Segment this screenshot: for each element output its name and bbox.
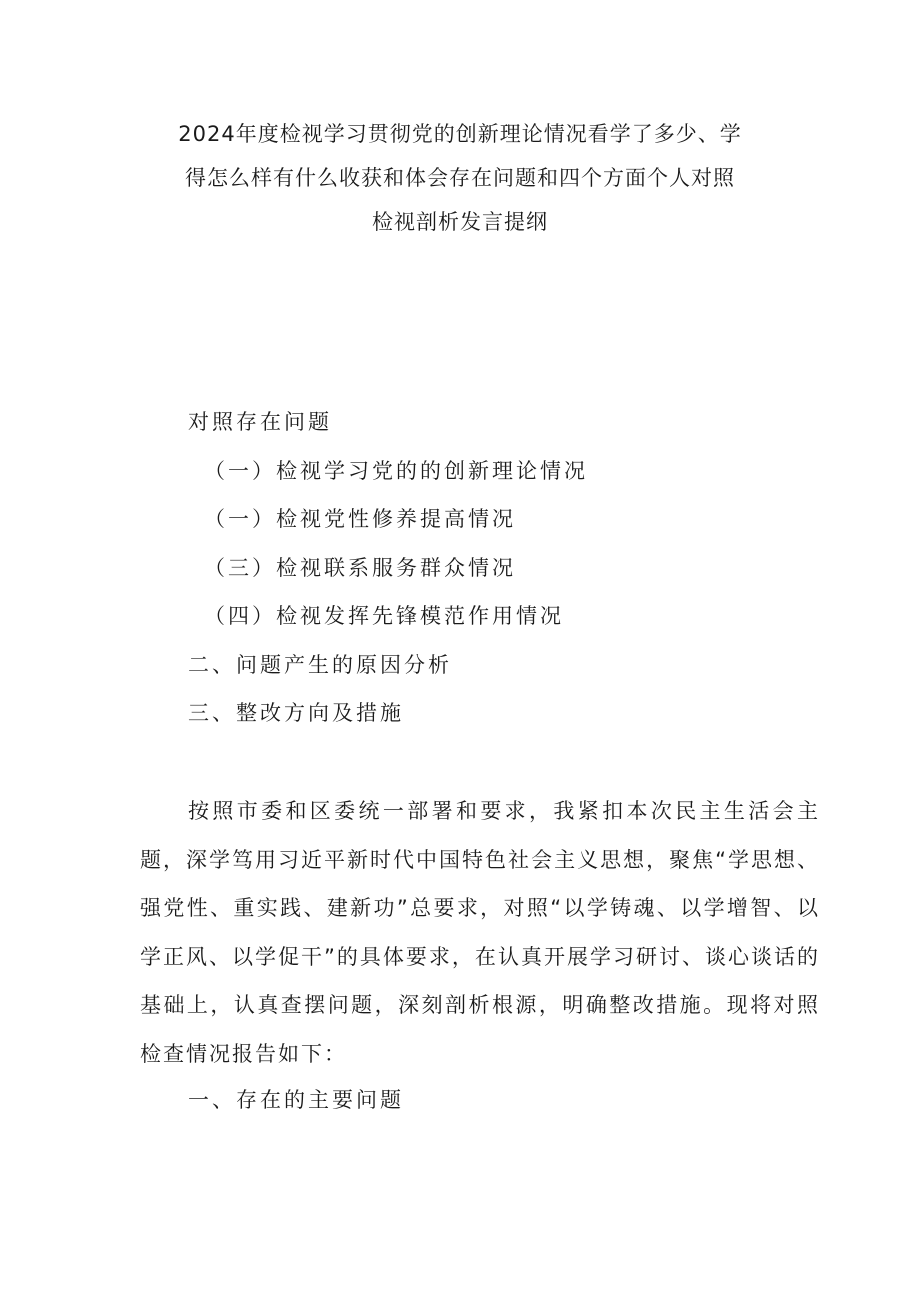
outline-item-party-spirit: （一）检视党性修养提高情况 xyxy=(204,507,516,531)
document-title xyxy=(120,112,800,244)
section-heading: 一、存在的主要问题 xyxy=(188,1088,404,1112)
outline-list xyxy=(188,398,828,738)
outline-item-cause-analysis: 二、问题产生的原因分析 xyxy=(188,652,452,677)
title-line: 检视剖析发言提纲 xyxy=(372,210,548,234)
title-line: 2024年度检视学习贯彻党的创新理论情况看学了多少、学 xyxy=(178,122,742,146)
outline-item-rectification: 三、整改方向及措施 xyxy=(188,701,404,725)
intro-paragraph: 按照市委和区委统一部署和要求，我紧扣本次民主生活会主题，深学笃用习近平新时代中国特色社会主义思想，聚焦“学思想、强党性、重实践、建新功”总要求，对照“以学铸魂、以学增智、以学正风、以学促干”的具体要求，在认真开展学习研讨、谈心谈话的基础上，认真查摆问题，深刻剖析根源，明确整改措施。现将对照检查情况报告如下： xyxy=(140,799,820,1066)
outline-item-theory-study: （一）检视学习党的的创新理论情况 xyxy=(204,458,588,483)
title-line: 得怎么样有什么收获和体会存在问题和四个方面个人对照 xyxy=(185,166,735,190)
outline-item-serve-masses: （三）检视联系服务群众情况 xyxy=(204,555,516,580)
outline-item-compare-problems: 对照存在问题 xyxy=(188,410,332,434)
outline-item-vanguard-role: （四）检视发挥先锋模范作用情况 xyxy=(204,604,564,628)
body-text xyxy=(140,787,820,1078)
